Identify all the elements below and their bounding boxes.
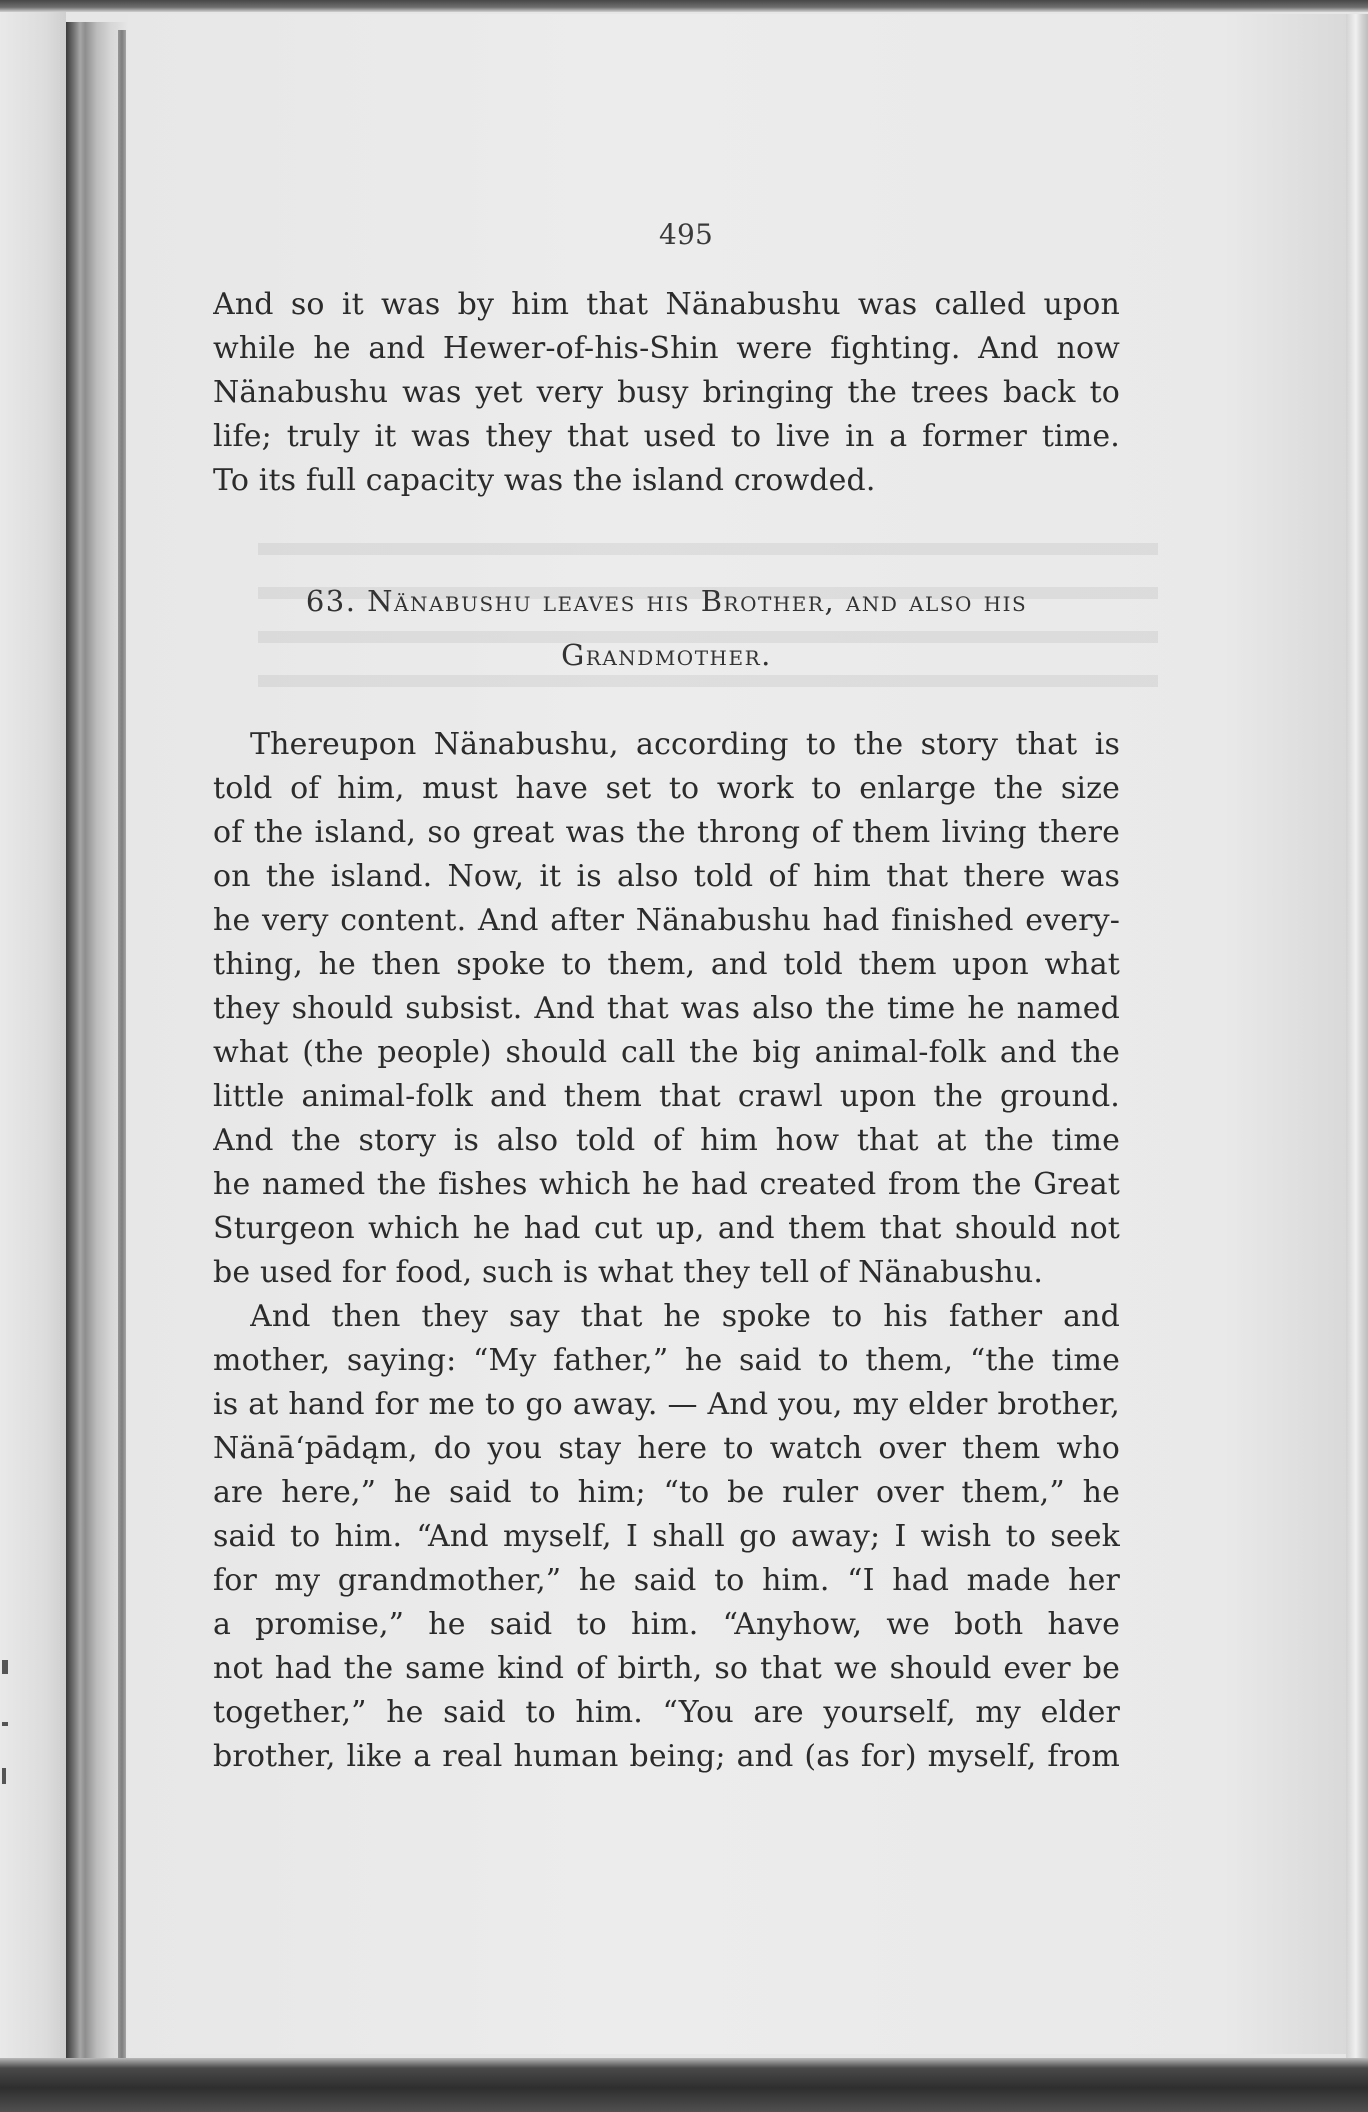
scan-top-edge: [0, 0, 1368, 12]
section-heading-line-2: Grandmother.: [561, 638, 772, 672]
text-line: on the island. Now, it is also told of him that there was: [213, 859, 1120, 894]
text-line: And the story is also told of him how that at the time: [213, 1123, 1120, 1158]
text-line: little animal-folk and them that crawl upon the ground.: [213, 1079, 1120, 1114]
facing-page-text-fragment: [2, 1660, 8, 1674]
text-line: are here,” he said to him; “to be ruler over them,” he: [213, 1475, 1120, 1510]
page-right-edge: [1346, 14, 1368, 2060]
text-line: together,” he said to him. “You are yourself, my elder: [213, 1695, 1120, 1730]
facing-page-text-fragment: [2, 1722, 8, 1726]
show-through-text: [258, 525, 1158, 715]
text-line: Thereupon Nänabushu, according to the story that is: [250, 727, 1120, 762]
text-line: what (the people) should call the big animal-folk and the: [213, 1035, 1120, 1070]
text-line: he very content. And after Nänabushu had finished every-: [213, 903, 1120, 938]
text-line: of the island, so great was the throng of them living there: [213, 815, 1120, 850]
text-line: life; truly it was they that used to live in a former time.: [213, 419, 1120, 454]
text-line: be used for food, such is what they tell of Nänabushu.: [213, 1255, 1044, 1290]
text-line: while he and Hewer-of-his-Shin were fighting. And now: [213, 331, 1120, 366]
text-line: Nänabushu was yet very busy bringing the trees back to: [213, 375, 1120, 410]
text-line: they should subsist. And that was also the time he named: [213, 991, 1120, 1026]
section-heading-line-1: 63. Nänabushu leaves his Brother, and also his: [305, 584, 1028, 618]
text-line: said to him. “And myself, I shall go away; I wish to seek: [213, 1519, 1120, 1554]
text-line: thing, he then spoke to them, and told them upon what: [213, 947, 1120, 982]
text-line: Nänā‘pādąm, do you stay here to watch over them who: [213, 1431, 1120, 1466]
text-line: mother, saying: “My father,” he said to them, “the time: [213, 1343, 1120, 1378]
text-line: is at hand for me to go away. — And you, my elder brother,: [213, 1387, 1120, 1422]
text-line: for my grandmother,” he said to him. “I had made her: [213, 1563, 1120, 1598]
facing-page-edge: [0, 12, 66, 2060]
facing-page-text-fragment: [2, 1768, 6, 1784]
text-line: And so it was by him that Nänabushu was called upon: [213, 287, 1120, 322]
text-line: Sturgeon which he had cut up, and them that should not: [213, 1211, 1120, 1246]
text-line: And then they say that he spoke to his father and: [250, 1299, 1120, 1334]
gutter-fold-line: [118, 30, 126, 2060]
text-line: not had the same kind of birth, so that we should ever be: [213, 1651, 1120, 1686]
text-line: a promise,” he said to him. “Anyhow, we both have: [213, 1607, 1120, 1642]
text-line: To its full capacity was the island crowded.: [213, 463, 876, 498]
text-line: brother, like a real human being; and (as for) myself, from: [213, 1739, 1120, 1774]
scan-bottom-edge: [0, 2058, 1368, 2112]
page-number: 495: [659, 218, 713, 251]
text-line: he named the fishes which he had created from the Great: [213, 1167, 1120, 1202]
text-line: told of him, must have set to work to enlarge the size: [213, 771, 1120, 806]
